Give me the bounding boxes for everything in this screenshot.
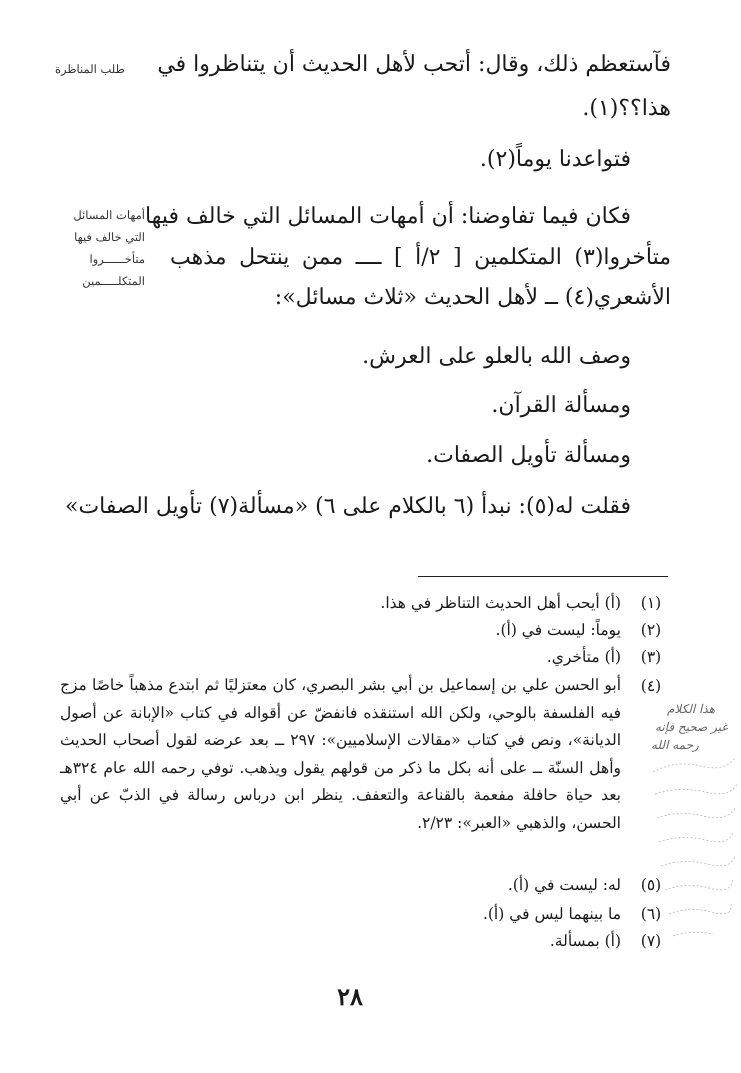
body-line-5: متأخروا(٣) المتكلمين [ ٢/أ ] ــــ ممن ينتحل مذهب [170,245,672,270]
footnote-number: (٥) [640,876,662,894]
handwritten-line: هذا الكلام [667,702,715,716]
footnote-text: يوماً: ليست في (أ). [495,621,621,639]
margin-note-debate-request: طلب المناظرة [55,62,125,76]
margin-note-line: المتكلـــــمين [82,274,145,288]
handwritten-line: غير صحيح فإنه [655,720,728,734]
footnote-text: (أ) بمسألة. [549,932,621,950]
footnote-text: (أ) متأخري. [546,648,621,666]
footnote-number: (١) [640,594,662,612]
body-line-2: هذا؟؟(١). [582,96,671,121]
footnote-text: له: ليست في (أ). [507,876,621,894]
margin-note-line: التي خالف فيها [74,230,145,244]
body-line-3: فتواعدنا يوماً(٢). [479,147,631,172]
margin-note-main-issues [55,204,145,292]
footnote-number: (٢) [640,621,662,639]
footnote-number: (٤) [640,677,662,695]
body-line-7: وصف الله بالعلو على العرش. [362,344,631,369]
body-line-8: ومسألة القرآن. [491,393,631,418]
handwritten-line: رحمه الله [651,738,699,752]
footnote-text: ما بينهما ليس في (أ). [482,905,621,923]
footnote-divider [418,576,668,577]
margin-note-line: متأخــــــروا [89,252,145,266]
footnote-text: (أ) أيحب أهل الحديث التناظر في هذا. [380,594,621,612]
body-line-6: الأشعري(٤) ــ لأهل الحديث «ثلاث مسائل»: [274,285,671,310]
footnote-number: (٧) [640,932,662,950]
body-line-4: فكان فيما تفاوضنا: أن أمهات المسائل التي خالف فيها [145,204,631,229]
footnote-number: (٦) [640,905,662,923]
handwritten-annotation [645,700,740,950]
page-number: ٢٨ [337,982,363,1011]
body-line-10: فقلت له(٥): نبدأ (٦ بالكلام على ٦) «مسألة(٧) تأويل الصفات» [64,494,631,519]
body-line-1: فآستعظم ذلك، وقال: أتحب لأهل الحديث أن يتناظروا في [157,52,671,77]
footnote-number: (٣) [640,648,662,666]
margin-note-line: أمهات المسائل [73,208,145,222]
footnote-paragraph: أبو الحسن علي بن إسماعيل بن أبي بشر البصري، كان معتزليًا ثم ابتدع مذهباً خاصًا مزج فيه الفلسفة بالوحي، ولكن الله استنقذه فانفضّ عن أقواله في كتاب «الإبانة عن أصول الديانة»، ونص في كتاب «مقالات الإسلاميين»: ٢٩٧ ــ بعد عرضه لقول أصحاب الحديث وأهل السنّة ــ على أنه بكل ما ذكر من قولهم يقول ويذهب. توفي رحمه الله عام ٣٢٤هـ بعد حياة حافلة مفعمة بالقناعة والتعفف. ينظر ابن درباس رسالة في الذبّ عن أبي الحسن، والذهبي «العبر»: ٢/٢٣. [60,676,621,832]
body-line-9: ومسألة تأويل الصفات. [426,443,631,468]
